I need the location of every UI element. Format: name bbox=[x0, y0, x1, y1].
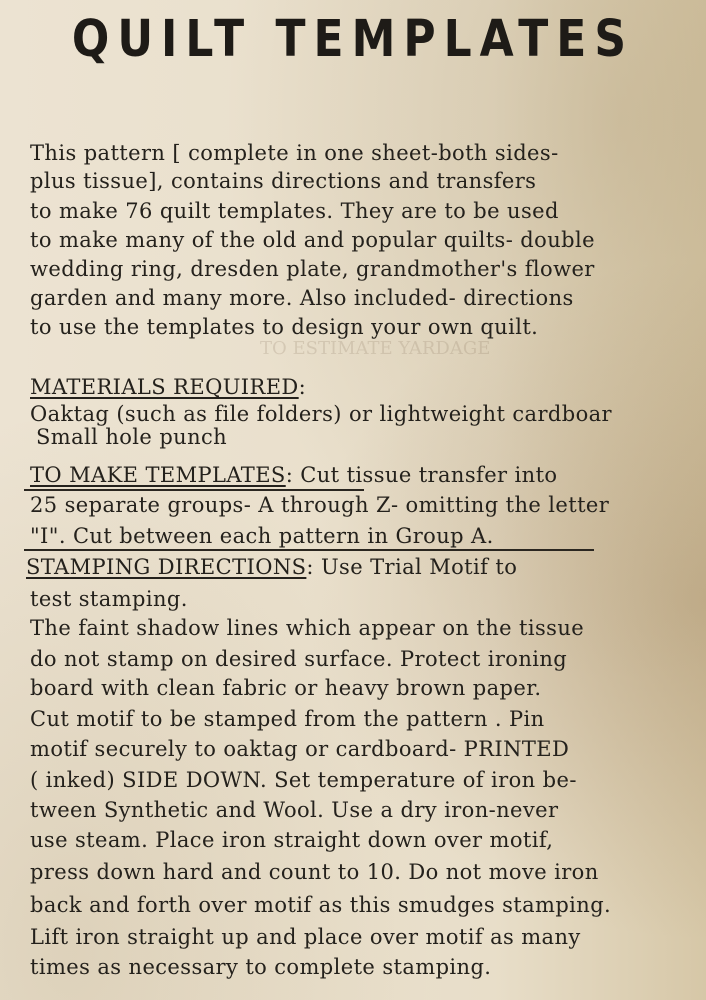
make-templates-heading: TO MAKE TEMPLATES bbox=[30, 463, 286, 487]
intro-line: This pattern [ complete in one sheet-both sides- bbox=[30, 141, 559, 165]
stamping-line: use steam. Place iron straight down over motif, bbox=[30, 828, 554, 852]
make-templates-line: "I". Cut between each pattern in Group A. bbox=[30, 524, 494, 548]
stamping-line: do not stamp on desired surface. Protect ironing bbox=[30, 647, 568, 671]
materials-line: Oaktag (such as file folders) or lightweight cardboar bbox=[30, 402, 612, 426]
materials-heading-line bbox=[30, 373, 306, 401]
stamping-heading: STAMPING DIRECTIONS bbox=[26, 555, 307, 579]
make-templates-heading-colon: : bbox=[285, 463, 294, 487]
stamping-line: motif securely to oaktag or cardboard- PRINTED bbox=[30, 737, 570, 761]
stamping-line: press down hard and count to 10. Do not move iron bbox=[30, 860, 599, 884]
stamping-line: times as necessary to complete stamping. bbox=[30, 955, 492, 979]
page-title: QUILT TEMPLATES bbox=[71, 10, 635, 69]
materials-heading: MATERIALS REQUIRED bbox=[30, 375, 299, 399]
intro-line: plus tissue], contains directions and transfers bbox=[30, 169, 537, 193]
intro-line: to make many of the old and popular quilts- double bbox=[30, 228, 595, 252]
stamping-line: ( inked) SIDE DOWN. Set temperature of iron be- bbox=[30, 768, 577, 792]
materials-line: Small hole punch bbox=[36, 425, 228, 449]
make-templates-first-line bbox=[30, 461, 557, 489]
stamping-text: Use Trial Motif to bbox=[313, 555, 518, 579]
stamping-line: board with clean fabric or heavy brown paper. bbox=[30, 676, 542, 700]
stamping-heading-colon: : bbox=[306, 555, 314, 579]
materials-heading-colon: : bbox=[298, 375, 307, 399]
make-templates-text: Cut tissue transfer into bbox=[293, 463, 558, 487]
bleed-through-text: TO ESTIMATE YARDAGE bbox=[260, 338, 491, 359]
stamping-line: The faint shadow lines which appear on the tissue bbox=[30, 616, 585, 640]
stamping-line: Lift iron straight up and place over motif as many bbox=[30, 925, 581, 949]
stamping-line: tween Synthetic and Wool. Use a dry iron-never bbox=[30, 798, 559, 822]
section-rule bbox=[24, 549, 594, 551]
stamping-first-line bbox=[26, 553, 517, 581]
stamping-line: test stamping. bbox=[30, 587, 188, 611]
intro-line: garden and many more. Also included- directions bbox=[30, 286, 574, 310]
make-templates-line: 25 separate groups- A through Z- omitting the letter bbox=[30, 493, 610, 517]
intro-line: to use the templates to design your own quilt. bbox=[30, 315, 539, 339]
intro-line: wedding ring, dresden plate, grandmother's flower bbox=[30, 257, 595, 281]
intro-line: to make 76 quilt templates. They are to be used bbox=[30, 199, 559, 223]
stamping-line: Cut motif to be stamped from the pattern . Pin bbox=[30, 707, 545, 731]
stamping-line: back and forth over motif as this smudges stamping. bbox=[30, 893, 612, 917]
